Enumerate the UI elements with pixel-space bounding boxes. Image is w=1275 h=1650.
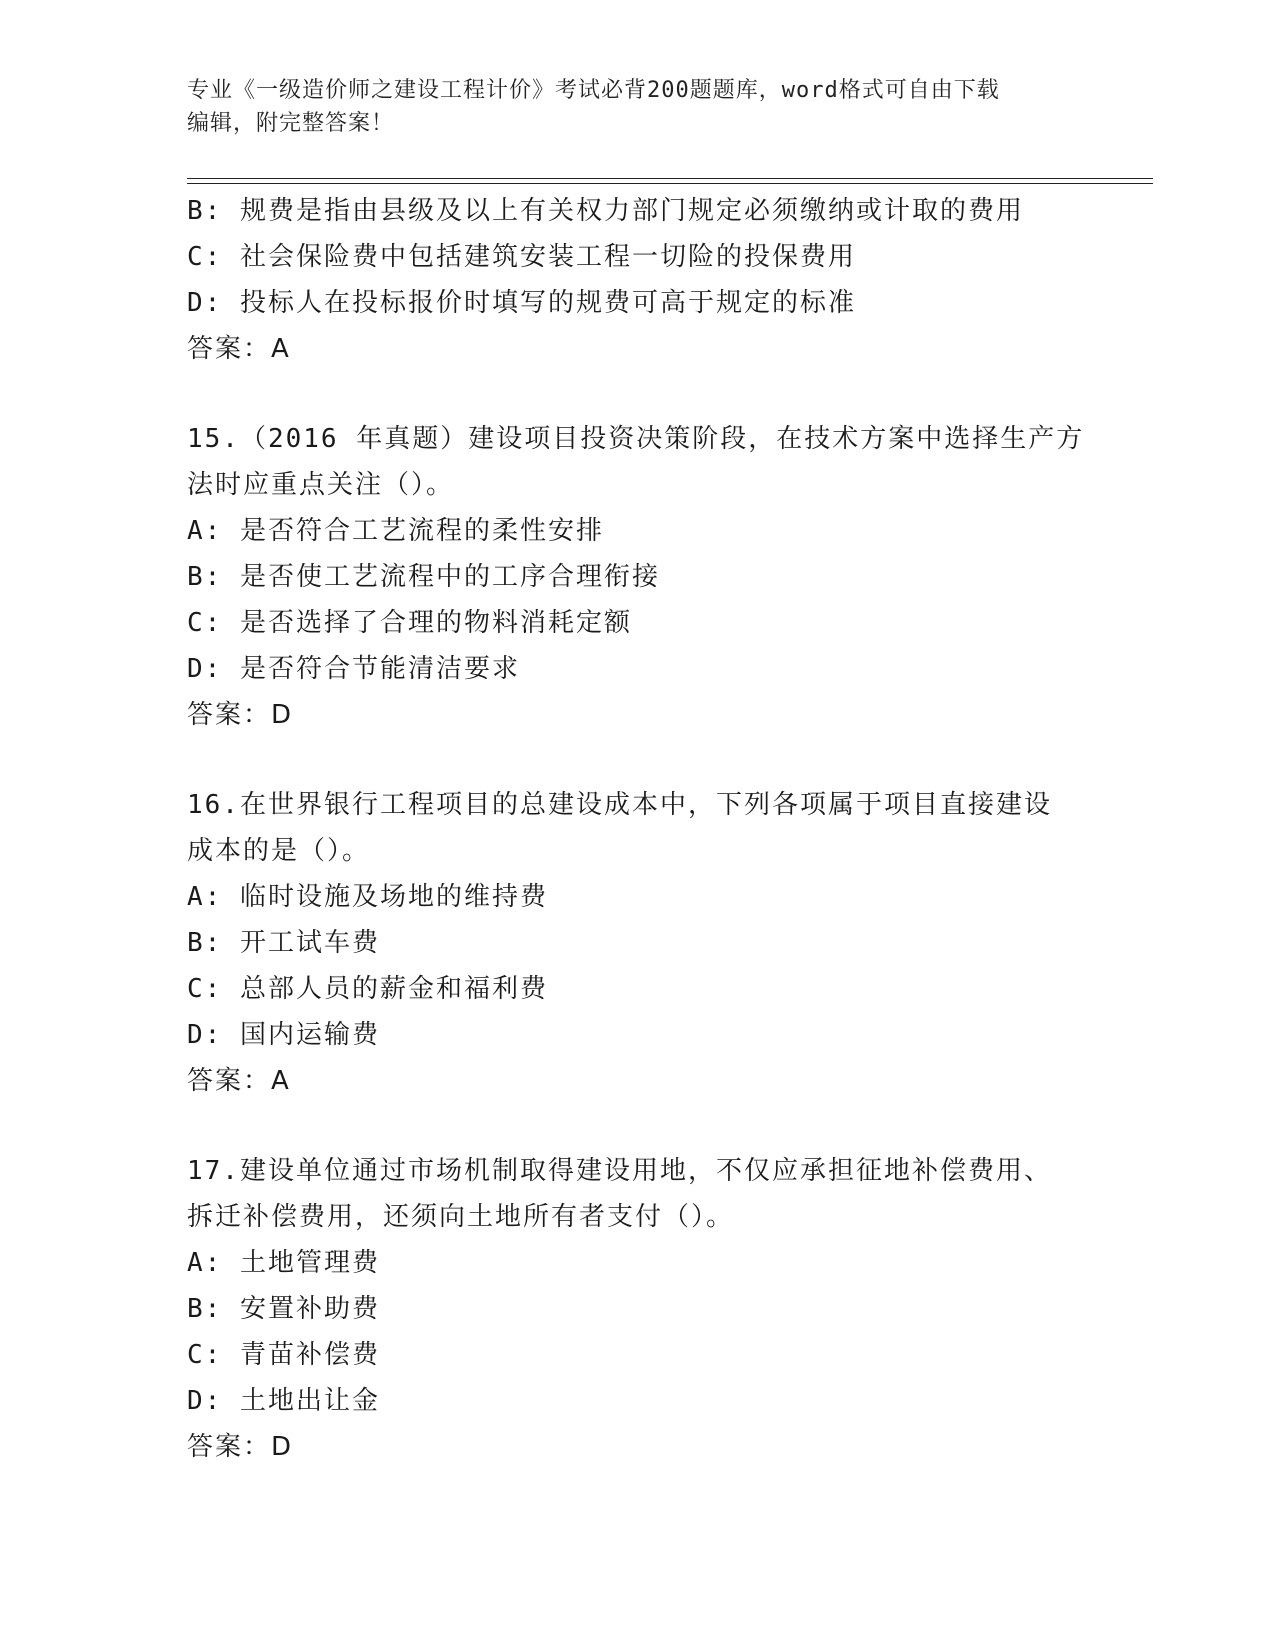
question-stem-line-2: 法时应重点关注（）。	[187, 470, 455, 500]
option-b: B: 是否使工艺流程中的工序合理衔接	[187, 562, 660, 592]
header-divider-bottom	[187, 183, 1153, 184]
document-header	[187, 74, 1067, 140]
option-d: D: 是否符合节能清洁要求	[187, 654, 520, 684]
option-a: A: 临时设施及场地的维持费	[187, 882, 548, 912]
question-17	[187, 1148, 1087, 1470]
option-c: C: 是否选择了合理的物料消耗定额	[187, 608, 632, 638]
question-stem-line-2: 成本的是（）。	[187, 836, 371, 866]
question-list	[187, 188, 1087, 1470]
option-a: A: 土地管理费	[187, 1248, 380, 1278]
answer-line: 答案：A	[187, 1066, 291, 1096]
question-stem-line-1: 17.建设单位通过市场机制取得建设用地，不仅应承担征地补偿费用、	[187, 1156, 1052, 1186]
answer-line: 答案：D	[187, 1432, 294, 1462]
option-b: B: 安置补助费	[187, 1294, 380, 1324]
question-16	[187, 782, 1087, 1104]
answer-line: 答案：D	[187, 700, 294, 730]
option-d: D: 国内运输费	[187, 1020, 380, 1050]
option-c: C: 青苗补偿费	[187, 1340, 380, 1370]
option-d: D: 投标人在投标报价时填写的规费可高于规定的标准	[187, 288, 856, 318]
question-15	[187, 416, 1087, 738]
header-divider-top	[187, 178, 1153, 179]
option-d: D: 土地出让金	[187, 1386, 380, 1416]
option-b: B: 开工试车费	[187, 928, 380, 958]
header-line-2: 编辑，附完整答案！	[187, 111, 395, 136]
question-stem-line-1: 16.在世界银行工程项目的总建设成本中，下列各项属于项目直接建设	[187, 790, 1052, 820]
option-a: A: 是否符合工艺流程的柔性安排	[187, 516, 604, 546]
answer-line: 答案：A	[187, 334, 291, 364]
question-stem-line-1: 15.（2016 年真题）建设项目投资决策阶段，在技术方案中选择生产方	[187, 424, 1085, 454]
option-c: C: 社会保险费中包括建筑安装工程一切险的投保费用	[187, 242, 856, 272]
option-b: B: 规费是指由县级及以上有关权力部门规定必须缴纳或计取的费用	[187, 196, 1024, 226]
option-c: C: 总部人员的薪金和福利费	[187, 974, 548, 1004]
question-stem-line-2: 拆迁补偿费用，还须向土地所有者支付（）。	[187, 1202, 735, 1232]
question-14-partial	[187, 188, 1087, 372]
header-line-1: 专业《一级造价师之建设工程计价》考试必背200题题库，word格式可自由下载	[187, 78, 1000, 103]
